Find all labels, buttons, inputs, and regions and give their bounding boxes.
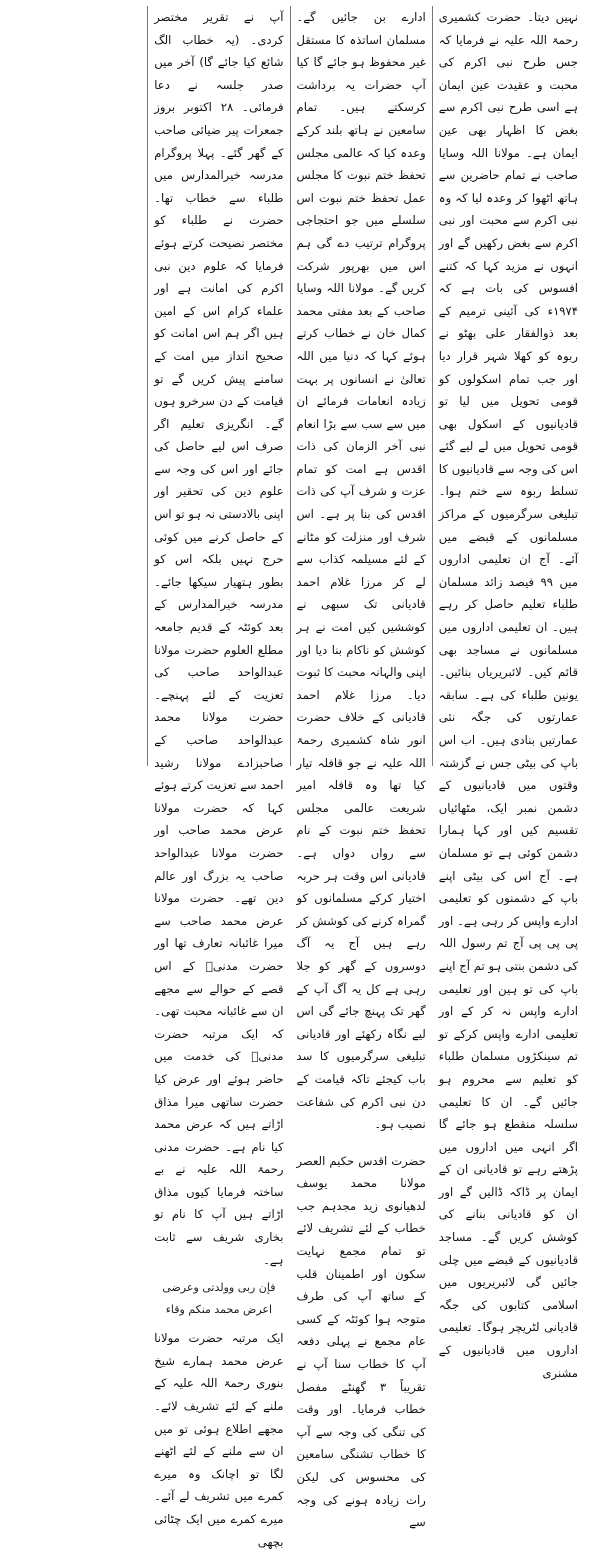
verse-line-2: اعرض محمد منکم وقاء (165, 1303, 273, 1317)
column-3-closing-paragraph: ایک مرتبہ حضرت مولانا عرض محمد ہمارے شیخ بنوری رحمۃ اللہ علیہ کے ملنے کے لئے تشریف لائے۔ مجھے اطلاع ہوئی تو میں ان سے ملنے کے لئے اٹھنے لگا تو اچانک وہ میرے کمرے میں تشریف لے آئے۔ میرے کمرے میں ایک چٹائی بچھی (154, 1331, 284, 1549)
text-column-4 (6, 6, 147, 766)
column-2-paragraph-1: ادارے بن جائیں گے۔ مسلمان اساتذہ کا مستقل غیر محفوظ ہو جائے گا کیا آپ حضرات یہ برداشت کرسکتے ہیں۔ تمام سامعین نے ہاتھ بلند کرکے وعدہ کیا کہ عالمی مجلس تحفظ ختم نبوت کا مجلس عمل تحفظ ختم نبوت اس سلسلے میں جو احتجاجی پروگرام ترتیب دے گی ہم اس میں بھرپور شرکت کریں گے۔ مولانا اللہ وسایا صاحب کے بعد مفتی محمد کمال خان نے خطاب کرتے ہوئے کہا کہ دنیا میں اللہ تعالیٰ نے انسانوں پر بہت زیادہ انعامات فرمائے ان میں سے سب سے بڑا انعام نبی آخر الزمان کی ذات اقدس ہے امت کو تمام عزت و شرف آپ کی ذات اقدس کی بنا پر ہے۔ اس شرف اور منزلت کو مٹانے کے لئے مسیلمہ کذاب سے لے کر مرزا غلام احمد قادیانی تک سبھی نے کوششیں کیں امت نے ہر کوشش کو ناکام بنا دیا اور اپنی والہانہ محبت کا ثبوت دیا۔ مرزا غلام احمد قادیانی کے خلاف حضرت انور شاہ کشمیری رحمۃ اللہ علیہ نے جو قافلہ تیار کیا تھا وہ قافلہ امیر شریعت عالمی مجلس تحفظ ختم نبوت کے نام سے رواں دواں ہے۔ قادیانی اس وقت ہر حربہ اختیار کرکے مسلمانوں کو گمراہ کرنے کی کوشش کر رہے ہیں آج یہ آگ دوسروں کے گھر کو جلا رہی ہے کل یہ آگ آپ کے گھر تک پہنچ جائے گی اس لیے نگاہ رکھئے اور قادیانی تبلیغی سرگرمیوں کا سد باب کیجئے تاکہ قیامت کے دن نبی اکرم کی شفاعت نصیب ہو۔ (296, 10, 426, 1132)
text-column-1 (433, 6, 584, 1380)
column-3-paragraph: آپ نے تقریر مختصر کردی۔ (یہ خطاب الگ شائع کیا جائے گا) آخر میں صدر جلسہ نے دعا فرمائی۔ ۲۸ اکتوبر بروز جمعرات پیر ضیائی صاحب کے گھر گئے۔ پہلا پروگرام مدرسہ خیرالمدارس میں طلباء سے خطاب تھا۔ حضرت نے طلباء کو مختصر نصیحت کرتے ہوئے فرمایا کہ علوم دین نبی اکرم کی امانت ہے اور علماء کرام اس کے امین ہیں اگر ہم اس امانت کو صحیح انداز میں امت کے سامنے پیش کریں گے تو قیامت کے دن سرخرو ہوں گے۔ انگریزی تعلیم اگر صرف اس لیے حاصل کی جائے اور اس کی وجہ سے علوم دین کی تحقیر اور اپنی بالادستی نہ ہو تو اس کے حاصل کرنے میں کوئی حرج نہیں بلکہ اس کو بطور ہتھیار سیکھا جائے۔ مدرسہ خیرالمدارس کے بعد کوئٹہ کے قدیم جامعہ مطلع العلوم حضرت مولانا عبدالواحد صاحب کی تعزیت کے لئے پہنچے۔ حضرت مولانا محمد عبدالواحد صاحب کے صاحبزادے مولانا رشید احمد سے تعزیت کرتے ہوئے کہا کہ حضرت مولانا عرض محمد صاحب اور حضرت مولانا عبدالواحد صاحب یہ بزرگ اور عالم دین تھے۔ حضرت مولانا عرض محمد صاحب سے میرا غائبانہ تعارف تھا اور حضرت مدنیؒ کے اس قصے کے حوالے سے مجھے ان سے غائبانہ محبت تھی۔ کہ ایک مرتبہ حضرت مدنیؒ کی خدمت میں حاضر ہوئے اور عرض کیا حضرت ساتھی میرا مذاق اڑاتے ہیں کہ عرض محمد کیا نام ہے۔ حضرت مدنی رحمۃ اللہ علیہ نے بے ساختہ فرمایا کیوں مذاق اڑاتے ہیں آپ کا نام تو بخاری شریف سے ثابت ہے۔ (154, 10, 284, 1267)
paragraph-spacer (297, 1136, 426, 1150)
text-column-2 (291, 6, 432, 1530)
column-2-paragraph-2: حضرت اقدس حکیم العصر مولانا محمد یوسف لدھیانوی زید مجدہم جب خطاب کے لئے تشریف لائے تو تمام مجمع نہایت سکون اور اطمینان قلب کے ساتھ آپ کی طرف متوجہ ہوا کوئٹہ کے کسی عام مجمع نے پہلی دفعہ آپ کا خطاب سنا آپ نے تقریباً ۳ گھنٹے مفصل خطاب فرمایا۔ اور وقت کی تنگی کی وجہ سے آپ کا خطاب تشنگی سامعین کی محسوس کی لیکن رات زیادہ ہونے کی وجہ سے (296, 1153, 426, 1530)
text-column-3 (148, 6, 289, 1549)
arabic-verse (154, 1277, 283, 1321)
column-1-paragraph: نہیں دیتا۔ حضرت کشمیری رحمۃ اللہ علیہ نے فرمایا کہ جس طرح نبی اکرم کی محبت و عقیدت عین ایمان ہے اسی طرح نبی اکرم سے بغض کا اظہار بھی عین ایمان ہے۔ مولانا اللہ وسایا صاحب نے تمام حاضرین سے ہاتھ اٹھوا کر وعدہ لیا کہ وہ نبی اکرم سے محبت اور نبی اکرم سے بغض رکھیں گے اور انہوں نے مزید کہا کہ کتنے افسوس کی بات ہے کہ ۱۹۷۴ء کی آئینی ترمیم کے بعد ذوالفقار علی بھٹو نے ربوہ کو کھلا شہر قرار دیا اور جب تمام اسکولوں کو قومی تحویل میں لیا تو قادیانیوں کے اسکول بھی قومی تحویل میں لے لیے گئے اس کی وجہ سے قادیانیوں کا تسلط ربوہ سے ختم ہوا۔ تبلیغی سرگرمیوں کے مراکز مسلمانوں کے قبضے میں آئے۔ آج ان تعلیمی اداروں میں ۹۹ فیصد زائد مسلمان طلباء تعلیم حاصل کر رہے ہیں۔ ان تعلیمی اداروں میں مسلمانوں نے مساجد بھی قائم کیں۔ لائبریریاں بنائیں۔ یونین طلباء کی ہے۔ سابقہ عمارتوں کی جگہ نئی عمارتیں بنادی ہیں۔ اب اس باپ کی بیٹی جس نے گزشتہ وقتوں میں قادیانیوں کے دشمن نمبر ایک، مٹھائیاں تقسیم کیں اور کہا ہمارا دشمن کوئی ہے تو مسلمان ہے۔ آج اس کی بیٹی اپنے باپ کے دشمنوں کو تعلیمی ادارے واپس کر رہی ہے۔ اور پی پی پی آج تم رسول اللہ کی دشمن بنتی ہو تم آج اپنے باپ کی تو ہین اور تعلیمی ادارے واپس نہ کر کے اور تعلیمی ادارے واپس کرکے تو تم سینکڑوں مسلمان طلباء کو تعلیم سے محروم ہو جائیں گے۔ ان کا تعلیمی سلسلہ منقطع ہو جائے گا اگر انہی میں اداروں میں پڑھتے رہے تو قادیانی ان کے ایمان پر ڈاکہ ڈالیں گے اور ان کو قادیانی بنانے کی کوشش کریں گے۔ مساجد قادیانیوں کے قبضے میں چلی جائیں گی لائبریریوں میں اسلامی کتابوں کی جگہ قادیانی لٹریچر ہوگا۔ تعلیمی اداروں میں قادیانیوں کے مشنری (438, 10, 578, 1380)
verse-line-1: فإن ربی وولدتی وعرضی (162, 1281, 276, 1295)
